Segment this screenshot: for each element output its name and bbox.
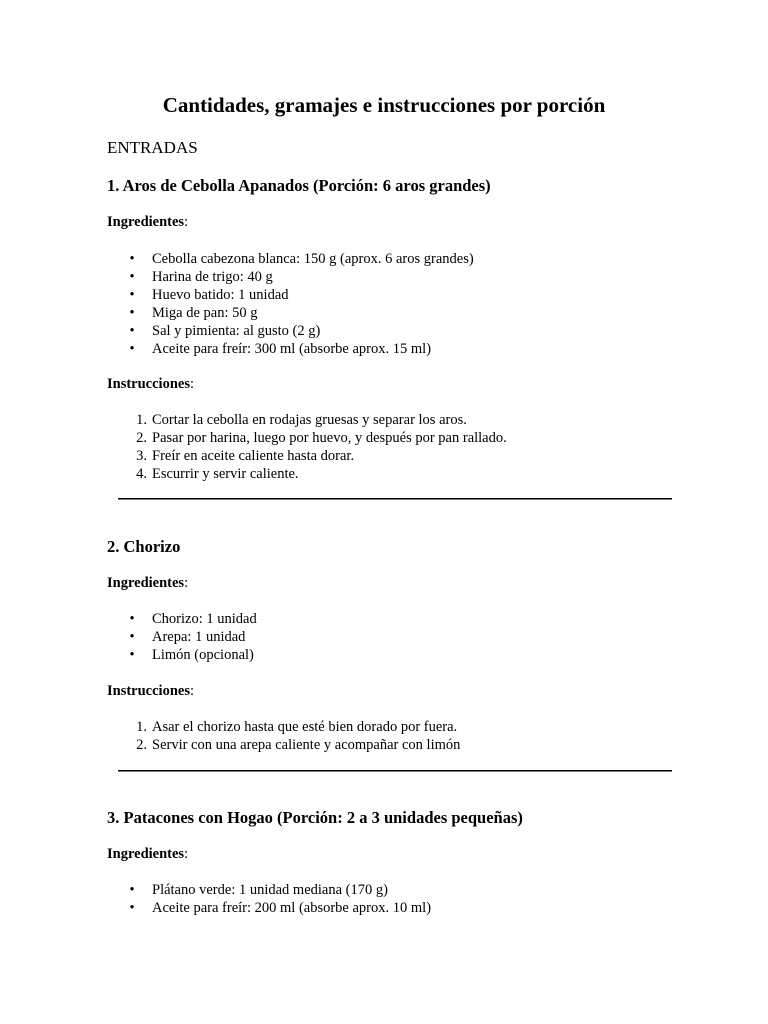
document-title: Cantidades, gramajes e instrucciones por porción (162, 93, 606, 117)
bullet-marker: • (129, 900, 135, 916)
list-item (107, 718, 460, 736)
list-item (107, 465, 507, 483)
list-item (107, 899, 431, 917)
instructions-label-text: Instrucciones (107, 683, 190, 699)
list-item (107, 429, 507, 447)
instructions-list (107, 718, 460, 754)
bullet-marker: • (129, 629, 135, 645)
ingredient-text: Cebolla cabezona blanca: 150 g (aprox. 6 aros grandes) (152, 251, 474, 267)
list-item (107, 646, 257, 664)
ingredient-text: Miga de pan: 50 g (152, 305, 258, 321)
list-item (107, 628, 257, 646)
ingredients-list (107, 610, 257, 664)
list-item (107, 250, 474, 268)
ingredients-label-text: Ingredientes (107, 846, 185, 862)
list-item (107, 881, 431, 899)
label-colon: : (189, 376, 195, 392)
ingredient-text: Limón (opcional) (152, 647, 254, 663)
label-colon: : (189, 683, 195, 699)
instruction-text: Freír en aceite caliente hasta dorar. (152, 448, 355, 464)
list-item (107, 322, 474, 340)
bullet-marker: • (129, 323, 135, 339)
number-marker: 1. (136, 412, 147, 428)
number-marker: 4. (136, 466, 147, 482)
bullet-marker: • (129, 251, 135, 267)
ingredients-label (107, 213, 188, 231)
number-marker: 3. (136, 448, 147, 464)
bullet-marker: • (129, 269, 135, 285)
instruction-text: Servir con una arepa caliente y acompañar con limón (152, 737, 461, 753)
list-item (107, 411, 507, 429)
instruction-text: Pasar por harina, luego por huevo, y después por pan rallado. (152, 430, 507, 446)
bullet-marker: • (129, 341, 135, 357)
instructions-list (107, 411, 507, 483)
bullet-marker: • (129, 647, 135, 663)
bullet-marker: • (129, 287, 135, 303)
instructions-label-text: Instrucciones (107, 376, 190, 392)
ingredients-label-text: Ingredientes (107, 575, 185, 591)
list-item (107, 610, 257, 628)
bullet-marker: • (129, 611, 135, 627)
number-marker: 1. (136, 719, 147, 735)
ingredients-label (107, 845, 188, 863)
instructions-label (107, 375, 194, 393)
ingredient-text: Arepa: 1 unidad (152, 629, 246, 645)
instruction-text: Cortar la cebolla en rodajas gruesas y separar los aros. (152, 412, 467, 428)
ingredients-label-text: Ingredientes (107, 214, 185, 230)
instruction-text: Asar el chorizo hasta que esté bien dorado por fuera. (152, 719, 458, 735)
list-item (107, 447, 507, 465)
list-item (107, 736, 460, 754)
ingredient-text: Aceite para freír: 200 ml (absorbe aprox. 10 ml) (152, 900, 432, 916)
ingredient-text: Chorizo: 1 unidad (152, 611, 257, 627)
number-marker: 2. (136, 737, 147, 753)
ingredients-label (107, 574, 188, 592)
ingredient-text: Aceite para freír: 300 ml (absorbe aprox. 15 ml) (152, 341, 432, 357)
instructions-label (107, 682, 194, 700)
list-item (107, 340, 474, 358)
ingredients-list (107, 881, 431, 917)
bullet-marker: • (129, 305, 135, 321)
instruction-text: Escurrir y servir caliente. (152, 466, 299, 482)
recipe-title-chorizo: 2. Chorizo (107, 537, 181, 556)
ingredient-text: Sal y pimienta: al gusto (2 g) (152, 323, 321, 339)
section-title-entradas: ENTRADAS (107, 138, 198, 157)
ingredient-text: Harina de trigo: 40 g (152, 269, 273, 285)
bullet-marker: • (129, 882, 135, 898)
ingredient-text: Huevo batido: 1 unidad (152, 287, 289, 303)
list-item (107, 268, 474, 286)
recipe-title-patacones: 3. Patacones con Hogao (Porción: 2 a 3 unidades pequeñas) (107, 808, 523, 827)
list-item (107, 304, 474, 322)
label-colon: : (184, 846, 189, 862)
label-colon: : (184, 575, 189, 591)
label-colon: : (184, 214, 189, 230)
horizontal-rule (118, 770, 672, 772)
list-item (107, 286, 474, 304)
number-marker: 2. (136, 430, 147, 446)
ingredient-text: Plátano verde: 1 unidad mediana (170 g) (152, 882, 388, 898)
recipe-title-aros-de-cebolla: 1. Aros de Cebolla Apanados (Porción: 6 aros grandes) (107, 176, 491, 195)
ingredients-list (107, 250, 474, 358)
horizontal-rule (118, 498, 672, 500)
